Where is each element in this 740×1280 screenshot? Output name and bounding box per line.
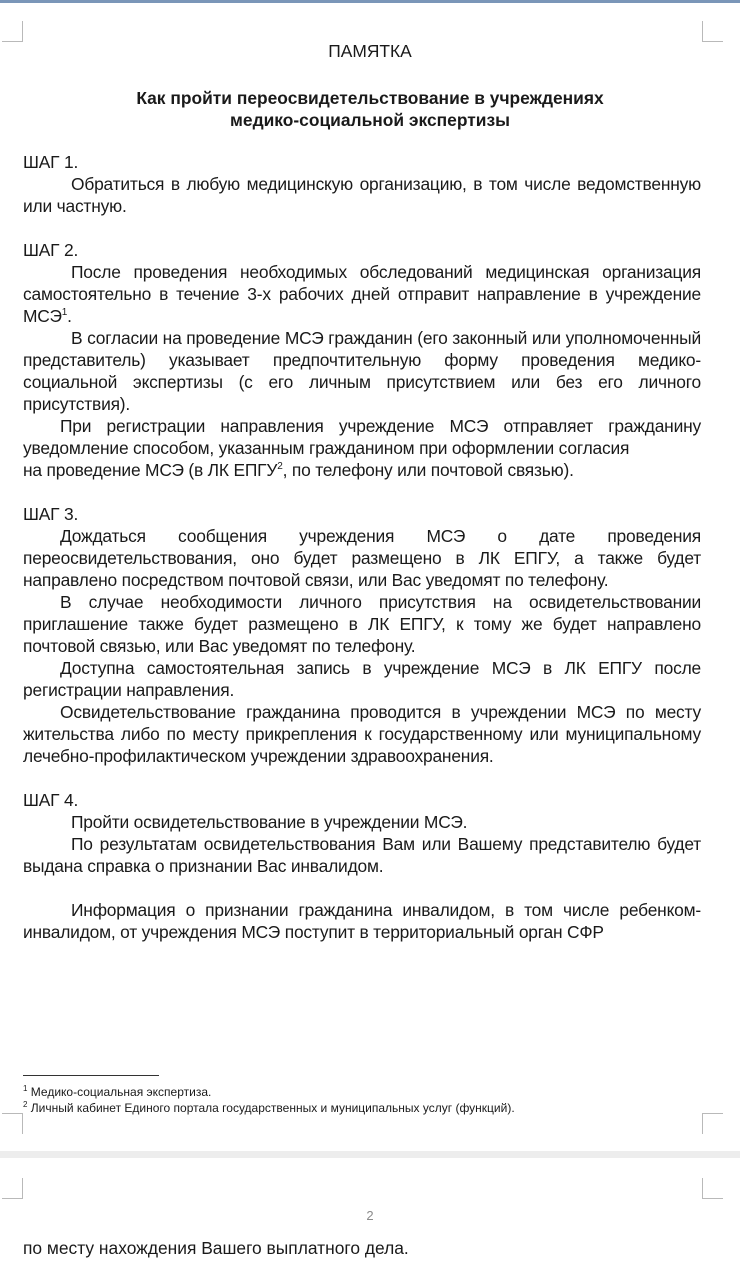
paragraph-text: , по телефону или почтовой связью). bbox=[282, 460, 574, 480]
page-corner-mark bbox=[2, 21, 23, 42]
page-corner-mark bbox=[702, 21, 723, 42]
page-corner-mark bbox=[2, 1178, 23, 1199]
step-heading: ШАГ 2. bbox=[23, 240, 79, 260]
step-paragraph: Дождаться сообщения учреждения МСЭ о дате проведения переосвидетельствования, оно будет размещено в ЛК ЕПГУ, а также будет направлено посредством почтовой связи, или Вас уведомят по телефону. bbox=[23, 526, 701, 590]
step-paragraph: Обратиться в любую медицинскую организацию, в том числе ведомственную или частную. bbox=[23, 174, 701, 216]
page-corner-mark bbox=[702, 1178, 723, 1199]
paragraph-text: . bbox=[67, 306, 72, 326]
step-1 bbox=[23, 151, 701, 217]
footnotes bbox=[23, 1084, 515, 1116]
paragraph-text: на проведение МСЭ (в ЛК ЕПГУ bbox=[23, 460, 278, 480]
step-paragraph: По результатам освидетельствования Вам или Вашему представителю будет выдана справка о признании Вас инвалидом. bbox=[23, 834, 701, 876]
step-2 bbox=[23, 239, 701, 481]
step-paragraph bbox=[23, 261, 701, 327]
step-paragraph: В случае необходимости личного присутствия на освидетельствовании приглашение также будет размещено в ЛК ЕПГУ, к тому же будет направлено почтовой связью, или Вас уведомят по телефону. bbox=[23, 592, 701, 656]
step-paragraph: В согласии на проведение МСЭ гражданин (его законный или уполномоченный представитель) указывает предпочтительную форму проведения медико-социальной экспертизы (с его личным присутствием или без его личного присутствия). bbox=[23, 328, 701, 414]
step-4 bbox=[23, 789, 701, 877]
footnote-text: Личный кабинет Единого портала государственных и муниципальных услуг (функций). bbox=[30, 1101, 515, 1115]
document-page-2 bbox=[0, 1158, 740, 1280]
footnote-1 bbox=[23, 1084, 515, 1100]
footnote-mark: 2 bbox=[23, 1100, 28, 1109]
footnote-ref[interactable]: 2 bbox=[277, 461, 283, 473]
subtitle-line-2: медико-социальной экспертизы bbox=[230, 110, 510, 130]
subtitle-line-1: Как пройти переосвидетельствование в учреждениях bbox=[136, 88, 604, 108]
footnote-text: Медико-социальная экспертиза. bbox=[30, 1085, 212, 1099]
step-3 bbox=[23, 503, 701, 767]
step-heading: ШАГ 3. bbox=[23, 504, 79, 524]
document-body bbox=[23, 151, 701, 943]
footnote-separator bbox=[23, 1075, 159, 1076]
document-page-1 bbox=[0, 3, 740, 1151]
page-number: 2 bbox=[366, 1208, 374, 1223]
page-corner-mark bbox=[2, 1113, 23, 1134]
page-2-text: по месту нахождения Вашего выплатного дела. bbox=[23, 1238, 409, 1258]
step-paragraph: При регистрации направления учреждение МСЭ отправляет гражданину уведомление способом, указанным гражданином при оформлении согласия bbox=[23, 416, 701, 458]
step-paragraph bbox=[23, 459, 701, 481]
footnote-ref[interactable]: 1 bbox=[61, 307, 68, 319]
footnote-2 bbox=[23, 1100, 515, 1116]
document-title: ПАМЯТКА bbox=[328, 41, 412, 61]
step-paragraph: Доступна самостоятельная запись в учреждение МСЭ в ЛК ЕПГУ после регистрации направления. bbox=[23, 658, 701, 700]
step-paragraph: Освидетельствование гражданина проводится в учреждении МСЭ по месту жительства либо по месту прикрепления к государственному или муниципальному лечебно-профилактическом учреждении здравоохранения. bbox=[23, 702, 701, 766]
footnote-mark: 1 bbox=[23, 1084, 28, 1093]
info-paragraph: Информация о признании гражданина инвалидом, в том числе ребенком-инвалидом, от учреждения МСЭ поступит в территориальный орган СФР bbox=[23, 900, 701, 942]
step-heading: ШАГ 4. bbox=[23, 790, 79, 810]
step-paragraph: Пройти освидетельствование в учреждении МСЭ. bbox=[71, 812, 468, 832]
page-corner-mark bbox=[702, 1113, 723, 1134]
step-heading: ШАГ 1. bbox=[23, 152, 79, 172]
document-subtitle bbox=[0, 87, 740, 131]
paragraph-text: После проведения необходимых обследований медицинская организация самостоятельно в течение 3-х рабочих дней отправит направление в учреждение МСЭ bbox=[23, 262, 701, 326]
